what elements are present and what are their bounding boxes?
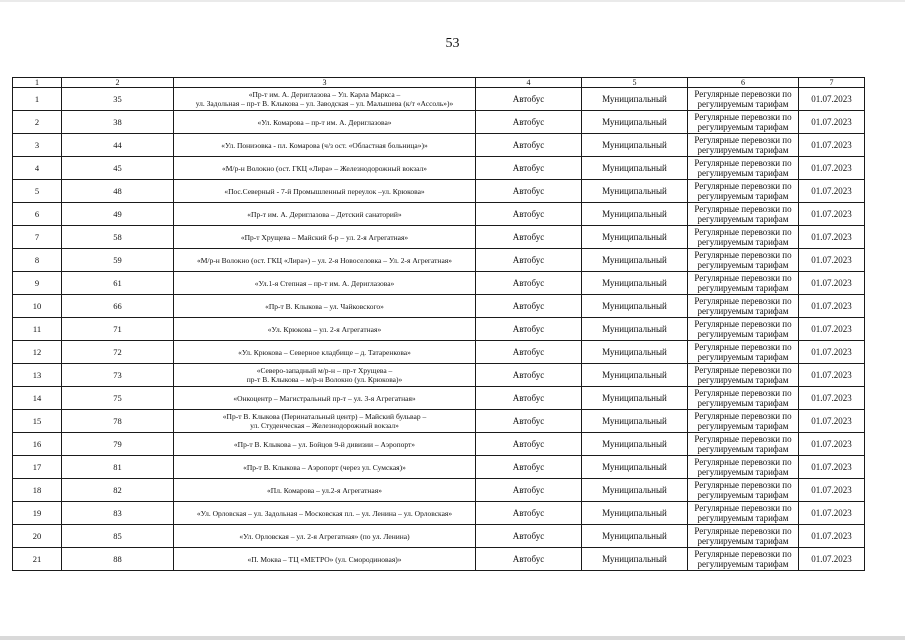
row-number-cell: 18 <box>13 479 62 502</box>
route-number-cell: 66 <box>62 295 174 318</box>
route-number-cell: 83 <box>62 502 174 525</box>
route-number-cell: 35 <box>62 88 174 111</box>
transport-mode-cell: Регулярные перевозки по регулируемым тарифам <box>688 111 799 134</box>
row-number-cell: 17 <box>13 456 62 479</box>
transport-mode-cell: Регулярные перевозки по регулируемым тарифам <box>688 525 799 548</box>
start-date-cell: 01.07.2023 <box>799 249 865 272</box>
table-row <box>13 134 865 157</box>
start-date-cell: 01.07.2023 <box>799 88 865 111</box>
route-path-cell: «М/р-н Волокно (ост. ГКЦ «Лира») – ул. 2-я Новоселовка – Ул. 2-я Агрегатная» <box>174 249 476 272</box>
route-path-cell: «Онкоцентр – Магистральный пр-т – ул. 3-я Агрегатная» <box>174 387 476 410</box>
row-number-cell: 19 <box>13 502 62 525</box>
route-kind-cell: Муниципальный <box>582 341 688 364</box>
route-path-cell: «Ул. Комарова – пр-т им. А. Дериглазова» <box>174 111 476 134</box>
table-row <box>13 203 865 226</box>
table-header <box>13 78 865 88</box>
start-date-cell: 01.07.2023 <box>799 548 865 571</box>
transport-mode-cell: Регулярные перевозки по регулируемым тарифам <box>688 479 799 502</box>
route-number-cell: 71 <box>62 318 174 341</box>
route-kind-cell: Муниципальный <box>582 111 688 134</box>
route-kind-cell: Муниципальный <box>582 364 688 387</box>
transport-mode-cell: Регулярные перевозки по регулируемым тарифам <box>688 456 799 479</box>
transport-type-cell: Автобус <box>476 341 582 364</box>
row-number-cell: 7 <box>13 226 62 249</box>
route-kind-cell: Муниципальный <box>582 272 688 295</box>
route-path-cell: «Ул. Крюкова – Северное кладбище – д. Татаренкова» <box>174 341 476 364</box>
transport-mode-cell: Регулярные перевозки по регулируемым тарифам <box>688 203 799 226</box>
row-number-cell: 14 <box>13 387 62 410</box>
start-date-cell: 01.07.2023 <box>799 502 865 525</box>
column-header: 1 <box>13 78 62 88</box>
route-path-cell: «Пос.Северный - 7-й Промышленный переулок –ул. Крюкова» <box>174 180 476 203</box>
transport-type-cell: Автобус <box>476 387 582 410</box>
table-row <box>13 341 865 364</box>
header-row <box>13 78 865 88</box>
route-number-cell: 45 <box>62 157 174 180</box>
transport-mode-cell: Регулярные перевозки по регулируемым тарифам <box>688 134 799 157</box>
row-number-cell: 20 <box>13 525 62 548</box>
start-date-cell: 01.07.2023 <box>799 111 865 134</box>
route-path-cell: «М/р-н Волокно (ост. ГКЦ «Лира» – Железнодорожный вокзал» <box>174 157 476 180</box>
row-number-cell: 2 <box>13 111 62 134</box>
start-date-cell: 01.07.2023 <box>799 364 865 387</box>
row-number-cell: 6 <box>13 203 62 226</box>
route-kind-cell: Муниципальный <box>582 249 688 272</box>
transport-mode-cell: Регулярные перевозки по регулируемым тарифам <box>688 157 799 180</box>
transport-type-cell: Автобус <box>476 134 582 157</box>
transport-type-cell: Автобус <box>476 226 582 249</box>
route-number-cell: 79 <box>62 433 174 456</box>
table-row <box>13 249 865 272</box>
start-date-cell: 01.07.2023 <box>799 341 865 364</box>
transport-mode-cell: Регулярные перевозки по регулируемым тарифам <box>688 88 799 111</box>
table-row <box>13 88 865 111</box>
transport-type-cell: Автобус <box>476 502 582 525</box>
start-date-cell: 01.07.2023 <box>799 272 865 295</box>
row-number-cell: 15 <box>13 410 62 433</box>
table-row <box>13 180 865 203</box>
transport-type-cell: Автобус <box>476 111 582 134</box>
table-row <box>13 364 865 387</box>
column-header: 4 <box>476 78 582 88</box>
route-number-cell: 85 <box>62 525 174 548</box>
transport-type-cell: Автобус <box>476 456 582 479</box>
start-date-cell: 01.07.2023 <box>799 456 865 479</box>
table-row <box>13 272 865 295</box>
route-number-cell: 38 <box>62 111 174 134</box>
route-kind-cell: Муниципальный <box>582 433 688 456</box>
transport-mode-cell: Регулярные перевозки по регулируемым тарифам <box>688 180 799 203</box>
route-path-cell: «Пр-т В. Клыкова – ул. Чайковского» <box>174 295 476 318</box>
row-number-cell: 10 <box>13 295 62 318</box>
table-row <box>13 502 865 525</box>
transport-mode-cell: Регулярные перевозки по регулируемым тарифам <box>688 387 799 410</box>
start-date-cell: 01.07.2023 <box>799 180 865 203</box>
table-row <box>13 410 865 433</box>
route-number-cell: 58 <box>62 226 174 249</box>
start-date-cell: 01.07.2023 <box>799 203 865 226</box>
route-kind-cell: Муниципальный <box>582 410 688 433</box>
transport-type-cell: Автобус <box>476 157 582 180</box>
start-date-cell: 01.07.2023 <box>799 433 865 456</box>
page-number: 53 <box>445 36 460 51</box>
route-number-cell: 78 <box>62 410 174 433</box>
transport-mode-cell: Регулярные перевозки по регулируемым тарифам <box>688 433 799 456</box>
transport-mode-cell: Регулярные перевозки по регулируемым тарифам <box>688 249 799 272</box>
transport-mode-cell: Регулярные перевозки по регулируемым тарифам <box>688 295 799 318</box>
route-number-cell: 73 <box>62 364 174 387</box>
route-path-cell: «Пр-т им. А. Дериглазова – Детский санаторий» <box>174 203 476 226</box>
transport-mode-cell: Регулярные перевозки по регулируемым тарифам <box>688 272 799 295</box>
route-kind-cell: Муниципальный <box>582 134 688 157</box>
start-date-cell: 01.07.2023 <box>799 410 865 433</box>
route-kind-cell: Муниципальный <box>582 479 688 502</box>
table-row <box>13 111 865 134</box>
row-number-cell: 21 <box>13 548 62 571</box>
transport-type-cell: Автобус <box>476 203 582 226</box>
column-header: 2 <box>62 78 174 88</box>
route-kind-cell: Муниципальный <box>582 456 688 479</box>
route-number-cell: 72 <box>62 341 174 364</box>
transport-type-cell: Автобус <box>476 272 582 295</box>
table-row <box>13 157 865 180</box>
route-number-cell: 81 <box>62 456 174 479</box>
route-kind-cell: Муниципальный <box>582 203 688 226</box>
table-row <box>13 456 865 479</box>
start-date-cell: 01.07.2023 <box>799 525 865 548</box>
route-number-cell: 44 <box>62 134 174 157</box>
route-kind-cell: Муниципальный <box>582 387 688 410</box>
row-number-cell: 1 <box>13 88 62 111</box>
route-kind-cell: Муниципальный <box>582 548 688 571</box>
transport-type-cell: Автобус <box>476 548 582 571</box>
row-number-cell: 4 <box>13 157 62 180</box>
start-date-cell: 01.07.2023 <box>799 134 865 157</box>
start-date-cell: 01.07.2023 <box>799 226 865 249</box>
table-row <box>13 525 865 548</box>
page-bottom-edge <box>0 636 905 640</box>
row-number-cell: 12 <box>13 341 62 364</box>
transport-mode-cell: Регулярные перевозки по регулируемым тарифам <box>688 410 799 433</box>
table-row <box>13 226 865 249</box>
route-number-cell: 75 <box>62 387 174 410</box>
table-row <box>13 295 865 318</box>
page-top-edge <box>0 0 905 2</box>
route-number-cell: 48 <box>62 180 174 203</box>
route-path-cell: «Пр-т В. Клыкова – Аэропорт (через ул. Сумская)» <box>174 456 476 479</box>
transport-type-cell: Автобус <box>476 364 582 387</box>
table-row <box>13 318 865 341</box>
table-row <box>13 479 865 502</box>
row-number-cell: 11 <box>13 318 62 341</box>
column-header: 7 <box>799 78 865 88</box>
route-number-cell: 49 <box>62 203 174 226</box>
start-date-cell: 01.07.2023 <box>799 157 865 180</box>
route-kind-cell: Муниципальный <box>582 318 688 341</box>
column-header: 5 <box>582 78 688 88</box>
route-kind-cell: Муниципальный <box>582 502 688 525</box>
route-path-cell: «Ул.1-я Степная – пр-т им. А. Дериглазова» <box>174 272 476 295</box>
route-number-cell: 61 <box>62 272 174 295</box>
route-path-cell: «П. Моква – ТЦ «МЕТРО» (ул. Смородиновая)» <box>174 548 476 571</box>
route-kind-cell: Муниципальный <box>582 157 688 180</box>
transport-type-cell: Автобус <box>476 180 582 203</box>
routes-table <box>12 77 865 571</box>
route-path-cell: «Ул. Орловская – ул. 2-я Агрегатная» (по ул. Ленина) <box>174 525 476 548</box>
transport-type-cell: Автобус <box>476 410 582 433</box>
transport-mode-cell: Регулярные перевозки по регулируемым тарифам <box>688 341 799 364</box>
table-row <box>13 433 865 456</box>
transport-type-cell: Автобус <box>476 525 582 548</box>
transport-mode-cell: Регулярные перевозки по регулируемым тарифам <box>688 318 799 341</box>
transport-type-cell: Автобус <box>476 318 582 341</box>
row-number-cell: 3 <box>13 134 62 157</box>
start-date-cell: 01.07.2023 <box>799 318 865 341</box>
route-path-cell: «Северо-западный м/р-н – пр-т Хрущева – пр-т В. Клыкова – м/р-н Волокно (ул. Крюкова)» <box>174 364 476 387</box>
route-number-cell: 88 <box>62 548 174 571</box>
start-date-cell: 01.07.2023 <box>799 387 865 410</box>
start-date-cell: 01.07.2023 <box>799 479 865 502</box>
route-path-cell: «Ул. Пониэовка - пл. Комарова (ч/з ост. «Областная больница»)» <box>174 134 476 157</box>
row-number-cell: 8 <box>13 249 62 272</box>
transport-mode-cell: Регулярные перевозки по регулируемым тарифам <box>688 548 799 571</box>
row-number-cell: 9 <box>13 272 62 295</box>
route-path-cell: «Пр-т Хрущева – Майский б-р – ул. 2-я Агрегатная» <box>174 226 476 249</box>
table-body <box>13 88 865 571</box>
route-kind-cell: Муниципальный <box>582 295 688 318</box>
transport-type-cell: Автобус <box>476 295 582 318</box>
start-date-cell: 01.07.2023 <box>799 295 865 318</box>
transport-type-cell: Автобус <box>476 479 582 502</box>
route-path-cell: «Ул. Орловская – ул. Задольная – Московская пл. – ул. Ленина – ул. Орловская» <box>174 502 476 525</box>
transport-mode-cell: Регулярные перевозки по регулируемым тарифам <box>688 502 799 525</box>
transport-type-cell: Автобус <box>476 88 582 111</box>
route-path-cell: «Пр-т В. Клыкова – ул. Бойцов 9-й дивизии – Аэропорт» <box>174 433 476 456</box>
row-number-cell: 16 <box>13 433 62 456</box>
row-number-cell: 5 <box>13 180 62 203</box>
route-path-cell: «Пр-т им. А. Дериглазова – Ул. Карла Маркса – ул. Задольная – пр-т В. Клыкова – ул. Заводская – ул. Малышева (к/т «Ассоль»)» <box>174 88 476 111</box>
route-path-cell: «Пр-т В. Клыкова (Перинатальный центр) – Майский бульвар – ул. Студенческая – Железнодорожный вокзал» <box>174 410 476 433</box>
route-kind-cell: Муниципальный <box>582 88 688 111</box>
route-kind-cell: Муниципальный <box>582 226 688 249</box>
transport-mode-cell: Регулярные перевозки по регулируемым тарифам <box>688 364 799 387</box>
route-kind-cell: Муниципальный <box>582 180 688 203</box>
table-row <box>13 548 865 571</box>
row-number-cell: 13 <box>13 364 62 387</box>
transport-type-cell: Автобус <box>476 433 582 456</box>
route-number-cell: 82 <box>62 479 174 502</box>
transport-mode-cell: Регулярные перевозки по регулируемым тарифам <box>688 226 799 249</box>
route-path-cell: «Пл. Комарова – ул.2-я Агрегатная» <box>174 479 476 502</box>
column-header: 3 <box>174 78 476 88</box>
transport-type-cell: Автобус <box>476 249 582 272</box>
column-header: 6 <box>688 78 799 88</box>
route-path-cell: «Ул. Крюкова – ул. 2-я Агрегатная» <box>174 318 476 341</box>
table-row <box>13 387 865 410</box>
route-number-cell: 59 <box>62 249 174 272</box>
route-kind-cell: Муниципальный <box>582 525 688 548</box>
